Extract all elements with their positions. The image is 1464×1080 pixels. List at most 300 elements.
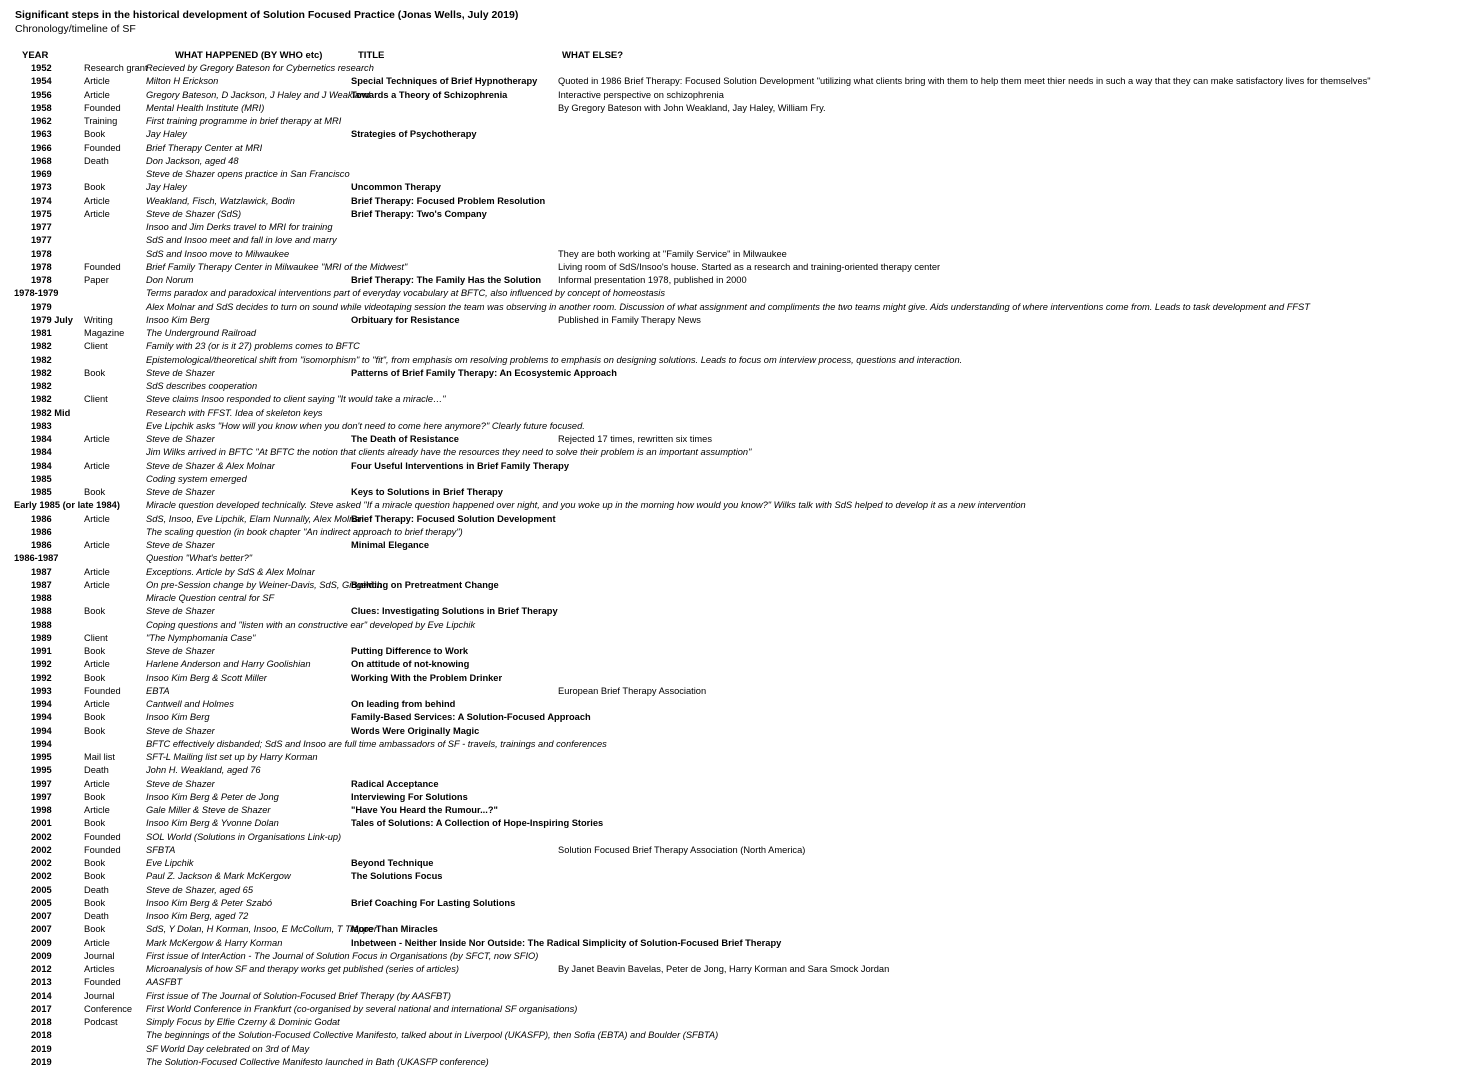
row-type: Article [84,579,110,590]
row-what-happened: Steve de Shazer [146,540,215,550]
table-row [0,181,1464,194]
row-type: Magazine [84,328,125,338]
table-row [0,738,1464,751]
row-what-happened: Steve de Shazer [146,646,215,656]
table-row [0,367,1464,380]
table-row [0,1016,1464,1029]
table-row [0,619,1464,632]
document-subtitle: Chronology/timeline of SF [15,23,136,35]
row-what-happened: SdS, Y Dolan, H Korman, Insoo, E McCollum, T Trepper [146,924,377,935]
row-year: 2005 [31,897,52,908]
row-type: Book [84,791,106,802]
row-title: Brief Coaching For Lasting Solutions [351,897,516,908]
row-year: 1979 July [31,314,73,325]
row-what-else: Interactive perspective on schizophrenia [558,89,724,100]
row-year: 1979 [31,301,52,312]
row-title: Beyond Technique [351,858,434,868]
row-year: 2009 [31,937,52,948]
table-row [0,831,1464,844]
row-type: Founded [84,261,121,272]
row-type: Journal [84,990,115,1001]
table-row [0,1056,1464,1069]
row-what-happened: SF World Day celebrated on 3rd of May [146,1043,310,1054]
row-year: 1992 [31,659,52,670]
row-what-happened: First training programme in brief therapy at MRI [146,116,342,126]
row-year: 1986 [31,513,52,524]
row-what-happened: Steve de Shazer, aged 65 [146,884,253,895]
row-what-happened: Alex Molnar and SdS decides to turn on sound while videotaping session the team was observing in another room. Discussion of what assignment and compliments the two teams might give. Aids understanding of where interventions come from. Leads to task development and FFST [146,301,1310,312]
table-row [0,433,1464,446]
row-year: 1988 [31,606,52,617]
row-what-happened: Family with 23 (or is it 27) problems comes to BFTC [146,341,360,352]
row-year: 1962 [31,116,52,126]
table-row [0,804,1464,817]
table-row [0,115,1464,128]
table-row [0,950,1464,963]
table-row [0,75,1464,88]
row-type: Article [84,699,110,709]
table-row [0,857,1464,870]
row-type: Death [84,911,109,921]
table-row [0,393,1464,406]
table-row [0,142,1464,155]
row-what-happened: Jay Haley [146,182,187,193]
table-row [0,221,1464,234]
row-what-happened: Simply Focus by Elfie Czerny & Dominic Godat [146,1017,340,1027]
table-row [0,539,1464,552]
row-type: Book [84,712,106,723]
row-year: 1991 [31,646,52,656]
table-row [0,711,1464,724]
row-title: Family-Based Services: A Solution-Focused Approach [351,712,591,723]
row-what-happened: Weakland, Fisch, Watzlawick, Bodin [146,195,295,206]
table-row [0,62,1464,75]
row-year: 2019 [31,1056,52,1067]
row-type: Book [84,672,106,683]
table-row [0,168,1464,181]
table-row [0,301,1464,314]
table-row [0,592,1464,605]
row-what-happened: Epistemological/theoretical shift from "isomorphism" to "fit", from emphasis om resolving problems to emphasis on designing solutions. Leads to focus om interview process, questions and interaction. [146,354,963,365]
row-title: Towards a Theory of Schizophrenia [351,89,508,100]
row-year: 2014 [31,990,52,1001]
row-year: 1983 [31,420,52,431]
table-row [0,407,1464,420]
row-what-happened: SdS describes cooperation [146,381,258,391]
row-what-happened: Steve de Shazer [146,778,215,789]
table-row [0,579,1464,592]
row-year: 2019 [31,1043,52,1054]
row-title: Orbituary for Resistance [351,314,460,325]
row-year: 1988 [31,593,52,603]
row-title: Clues: Investigating Solutions in Brief Therapy [351,606,558,617]
row-year: 1958 [31,102,52,113]
row-title: On leading from behind [351,699,456,709]
row-year: 2001 [31,818,52,829]
table-row [0,976,1464,989]
table-row [0,102,1464,115]
row-year: 1995 [31,765,52,776]
row-type: Client [84,341,108,352]
document-title: Significant steps in the historical development of Solution Focused Practice (Jonas Wells, July 2019) [15,9,519,21]
row-year: 1977 [31,222,52,232]
header-title: TITLE [358,50,385,61]
row-year: 1963 [31,129,52,140]
row-what-happened: Coping questions and "listen with an constructive ear" developed by Eve Lipchik [146,619,476,630]
row-what-happened: Steve de Shazer [146,487,215,497]
row-type: Article [84,434,110,444]
table-row [0,937,1464,950]
row-title: On attitude of not-knowing [351,659,470,670]
row-type: Article [84,659,110,670]
row-year: 1998 [31,805,52,815]
table-row [0,486,1464,499]
row-what-happened: The Solution-Focused Collective Manifesto launched in Bath (UKASFP conference) [146,1056,489,1067]
table-row [0,261,1464,274]
row-title: Inbetween - Neither Inside Nor Outside: The Radical Simplicity of Solution-Focused Brief Therapy [351,937,782,948]
row-year: 1986-1987 [14,553,59,564]
header-year: YEAR [22,50,49,61]
table-row [0,89,1464,102]
table-row [0,764,1464,777]
row-type: Conference [84,1003,133,1014]
row-year: 1992 [31,672,52,683]
row-type: Book [84,182,106,193]
row-title: The Death of Resistance [351,434,459,444]
row-what-happened: Steve de Shazer & Alex Molnar [146,460,275,471]
table-row [0,884,1464,897]
row-year: 1987 [31,566,52,577]
row-type: Article [84,540,110,550]
row-year: 2002 [31,844,52,855]
table-row [0,870,1464,883]
row-what-happened: Insoo Kim Berg [146,712,210,723]
row-type: Writing [84,314,113,325]
row-year: 1952 [31,63,52,73]
row-year: 2005 [31,884,52,895]
row-what-happened: Recieved by Gregory Bateson for Cybernetics research [146,63,374,73]
row-title: More Than Miracles [351,924,438,935]
row-what-else: Informal presentation 1978, published in 2000 [558,275,747,285]
table-row [0,314,1464,327]
table-row [0,725,1464,738]
row-year: 1973 [31,182,52,193]
table-row [0,698,1464,711]
row-what-happened: Insoo and Jim Derks travel to MRI for training [146,222,333,232]
row-what-happened: The beginnings of the Solution-Focused Collective Manifesto, talked about in Liverpool (UKASFP), then Sofia (EBTA) and Boulder (SFBTA) [146,1030,719,1041]
row-type: Book [84,897,106,908]
row-title: Brief Therapy: Focused Problem Resolution [351,195,546,206]
row-what-happened: Terms paradox and paradoxical interventions part of everyday vocabulary at BFTC, also influenced by concept of homeostasis [146,288,666,299]
table-row [0,208,1464,221]
row-what-happened: AASFBT [146,977,183,988]
row-year: 1997 [31,778,52,789]
row-what-happened: Insoo Kim Berg & Peter de Jong [146,791,279,802]
table-row [0,354,1464,367]
row-type: Book [84,129,106,140]
row-type: Book [84,606,106,617]
row-what-happened: Insoo Kim Berg & Scott Miller [146,672,267,683]
row-what-happened: Don Norum [146,275,194,285]
row-year: 1978 [31,248,52,259]
row-type: Podcast [84,1017,118,1027]
table-row [0,499,1464,512]
row-what-happened: Research with FFST. Idea of skeleton keys [146,407,323,418]
table-row [0,155,1464,168]
row-what-happened: BFTC effectively disbanded; SdS and Insoo are full time ambassadors of SF - travels, trainings and conferences [146,738,607,749]
row-year: 1981 [31,328,52,338]
row-what-happened: EBTA [146,685,170,696]
row-year: 1977 [31,235,52,246]
row-type: Research grant [84,63,148,73]
row-title: Tales of Solutions: A Collection of Hope-Inspiring Stories [351,818,604,829]
row-year: 2007 [31,924,52,935]
table-row [0,1003,1464,1016]
row-type: Article [84,89,110,100]
row-what-happened: Steve de Shazer [146,606,215,617]
row-title: Four Useful Interventions in Brief Family Therapy [351,460,570,471]
table-row [0,234,1464,247]
row-type: Death [84,765,109,776]
row-type: Article [84,76,110,87]
row-type: Book [84,367,106,378]
row-what-else: Rejected 17 times, rewritten six times [558,434,712,444]
row-type: Book [84,924,106,935]
table-row [0,566,1464,579]
row-type: Client [84,394,108,405]
table-row [0,420,1464,433]
row-what-happened: SFT-L Mailing list set up by Harry Korman [146,752,318,762]
row-what-happened: On pre-Session change by Weiner-Davis, SdS, Gingerich [146,579,382,590]
row-what-else: By Gregory Bateson with John Weakland, Jay Haley, William Fry. [558,102,826,113]
row-what-happened: Insoo Kim Berg [146,314,210,325]
row-type: Article [84,460,110,471]
row-type: Paper [84,275,109,285]
row-year: Early 1985 (or late 1984) [14,500,120,511]
row-type: Article [84,805,110,815]
table-row [0,605,1464,618]
row-what-else: Living room of SdS/Insoo's house. Started as a research and training-oriented therapy center [558,261,941,272]
row-type: Articles [84,964,115,974]
row-year: 1982 [31,367,52,378]
row-year: 1969 [31,169,52,179]
row-what-happened: Cantwell and Holmes [146,699,234,709]
row-what-happened: SOL World (Solutions in Organisations Link-up) [146,831,342,842]
row-year: 1989 [31,632,52,643]
row-year: 1995 [31,752,52,762]
table-row [0,751,1464,764]
row-what-happened: Insoo Kim Berg & Peter Szabó [146,897,273,908]
row-year: 1978 [31,275,52,285]
row-year: 2012 [31,964,52,974]
row-year: 2002 [31,871,52,882]
row-title: Building on Pretreatment Change [351,579,499,590]
row-year: 2018 [31,1017,52,1027]
row-year: 1982 [31,394,52,405]
row-what-happened: SdS and Insoo meet and fall in love and marry [146,235,337,246]
row-title: Special Techniques of Brief Hypnotherapy [351,76,538,87]
row-year: 1985 [31,487,52,497]
row-what-happened: Exceptions. Article by SdS & Alex Molnar [146,566,315,577]
row-what-happened: Don Jackson, aged 48 [146,155,239,166]
row-year: 1968 [31,155,52,166]
row-what-happened: SdS and Insoo move to Milwaukee [146,248,290,259]
table-row [0,128,1464,141]
header-what-else: WHAT ELSE? [562,50,624,61]
table-row [0,446,1464,459]
row-what-happened: Brief Family Therapy Center in Milwaukee "MRI of the Midwest" [146,261,408,272]
row-what-happened: Insoo Kim Berg & Yvonne Dolan [146,818,279,829]
row-year: 1954 [31,76,52,87]
row-what-happened: Miracle question developed technically. Steve asked "If a miracle question happened over night, and you woke up in the morning how would you know?" Wilks talk with SdS helped to develop it as a new intervention [146,500,1026,511]
row-type: Book [84,725,106,736]
table-row [0,287,1464,300]
row-year: 1975 [31,208,52,219]
row-what-happened: SFBTA [146,844,176,855]
table-row [0,380,1464,393]
row-type: Journal [84,950,115,961]
row-type: Article [84,778,110,789]
table-row [0,460,1464,473]
row-what-happened: Steve de Shazer opens practice in San Francisco [146,169,350,179]
row-type: Client [84,632,108,643]
row-what-happened: Steve de Shazer (SdS) [146,208,242,219]
table-row [0,195,1464,208]
row-type: Founded [84,831,121,842]
row-year: 1984 [31,460,52,471]
row-type: Training [84,116,118,126]
row-type: Article [84,208,110,219]
row-year: 1997 [31,791,52,802]
row-what-happened: Jay Haley [146,129,187,140]
row-what-happened: Mental Health Institute (MRI) [146,102,265,113]
row-year: 1986 [31,540,52,550]
row-type: Founded [84,844,121,855]
table-row [0,817,1464,830]
row-type: Death [84,884,109,895]
row-type: Article [84,195,110,206]
row-title: Working With the Problem Drinker [351,672,503,683]
row-what-else: They are both working at "Family Service" in Milwaukee [558,248,787,259]
row-what-else: Quoted in 1986 Brief Therapy: Focused Solution Development "utilizing what clients bring with them to help them meet thier needs in such a way that they can make satisfactory lives for themselves" [558,76,1371,87]
row-title: Interviewing For Solutions [351,791,468,802]
row-type: Article [84,937,110,948]
table-row [0,340,1464,353]
table-row [0,778,1464,791]
row-year: 1974 [31,195,52,206]
row-what-happened: First World Conference in Frankfurt (co-organised by several national and international SF organisations) [146,1003,578,1014]
row-what-happened: Brief Therapy Center at MRI [146,142,263,153]
row-type: Founded [84,142,121,153]
row-year: 1978-1979 [14,288,59,299]
row-title: Brief Therapy: The Family Has the Solution [351,275,542,285]
table-row [0,1029,1464,1042]
row-title: Patterns of Brief Family Therapy: An Ecosystemic Approach [351,367,617,378]
row-what-happened: Microanalysis of how SF and therapy works get published (series of articles) [146,964,459,974]
row-what-else: European Brief Therapy Association [558,685,707,696]
row-what-happened: Paul Z. Jackson & Mark McKergow [146,871,291,882]
row-year: 2018 [31,1030,52,1041]
table-row [0,526,1464,539]
row-type: Article [84,566,110,577]
row-year: 1978 [31,261,52,272]
table-row [0,672,1464,685]
row-year: 1984 [31,447,52,458]
row-year: 1982 [31,354,52,365]
table-row [0,791,1464,804]
row-what-happened: SdS, Insoo, Eve Lipchik, Elam Nunnally, Alex Molnar [146,513,363,524]
row-title: Radical Acceptance [351,778,439,789]
table-row [0,897,1464,910]
table-row [0,685,1464,698]
row-year: 1987 [31,579,52,590]
row-what-happened: Jim Wilks arrived in BFTC "At BFTC the notion that clients already have the resources they need to solve their problem is an important assumption" [146,447,752,458]
row-type: Death [84,155,109,166]
table-row [0,658,1464,671]
row-what-else: Published in Family Therapy News [558,314,701,325]
row-year: 1993 [31,685,52,696]
row-title: Brief Therapy: Two's Company [351,208,487,219]
row-type: Book [84,487,106,497]
row-year: 1956 [31,89,52,100]
row-type: Founded [84,685,121,696]
row-year: 2017 [31,1003,52,1014]
row-title: Putting Difference to Work [351,646,469,656]
row-what-happened: First issue of InterAction - The Journal of Solution Focus in Organisations (by SFCT, now SFIO) [146,950,539,961]
row-type: Mail list [84,752,115,762]
row-title: Uncommon Therapy [351,182,441,193]
row-what-happened: Steve de Shazer [146,725,215,736]
row-what-happened: First issue of The Journal of Solution-Focused Brief Therapy (by AASFBT) [146,990,452,1001]
row-year: 1986 [31,526,52,537]
row-what-happened: Eve Lipchik [146,858,194,868]
row-what-happened: Eve Lipchik asks "How will you know when you don't need to come here anymore?" Clearly future focused. [146,420,585,431]
row-what-happened: John H. Weakland, aged 76 [146,765,261,776]
row-title: Strategies of Psychotherapy [351,129,477,140]
table-row [0,513,1464,526]
row-year: 2002 [31,858,52,868]
table-row [0,1043,1464,1056]
row-year: 1988 [31,619,52,630]
row-what-happened: Steve de Shazer [146,367,215,378]
table-row [0,910,1464,923]
row-type: Book [84,646,106,656]
row-what-happened: Miracle Question central for SF [146,593,275,603]
row-what-happened: Steve claims Insoo responded to client saying "It would take a miracle…" [146,394,446,405]
row-year: 2002 [31,831,52,842]
row-title: "Have You Heard the Rumour...?" [351,805,498,815]
row-year: 2009 [31,950,52,961]
row-year: 1982 [31,341,52,352]
row-year: 1984 [31,434,52,444]
row-what-happened: "The Nymphomania Case" [146,632,256,643]
row-type: Founded [84,102,121,113]
row-year: 1982 Mid [31,407,71,418]
row-what-happened: The Underground Railroad [146,328,257,338]
row-type: Article [84,513,110,524]
row-type: Founded [84,977,121,988]
row-title: Words Were Originally Magic [351,725,480,736]
table-row [0,248,1464,261]
table-row [0,473,1464,486]
table-row [0,552,1464,565]
table-row [0,645,1464,658]
row-year: 1994 [31,699,52,709]
row-title: The Solutions Focus [351,871,443,882]
table-row [0,327,1464,340]
row-year: 1966 [31,142,52,153]
table-row [0,963,1464,976]
